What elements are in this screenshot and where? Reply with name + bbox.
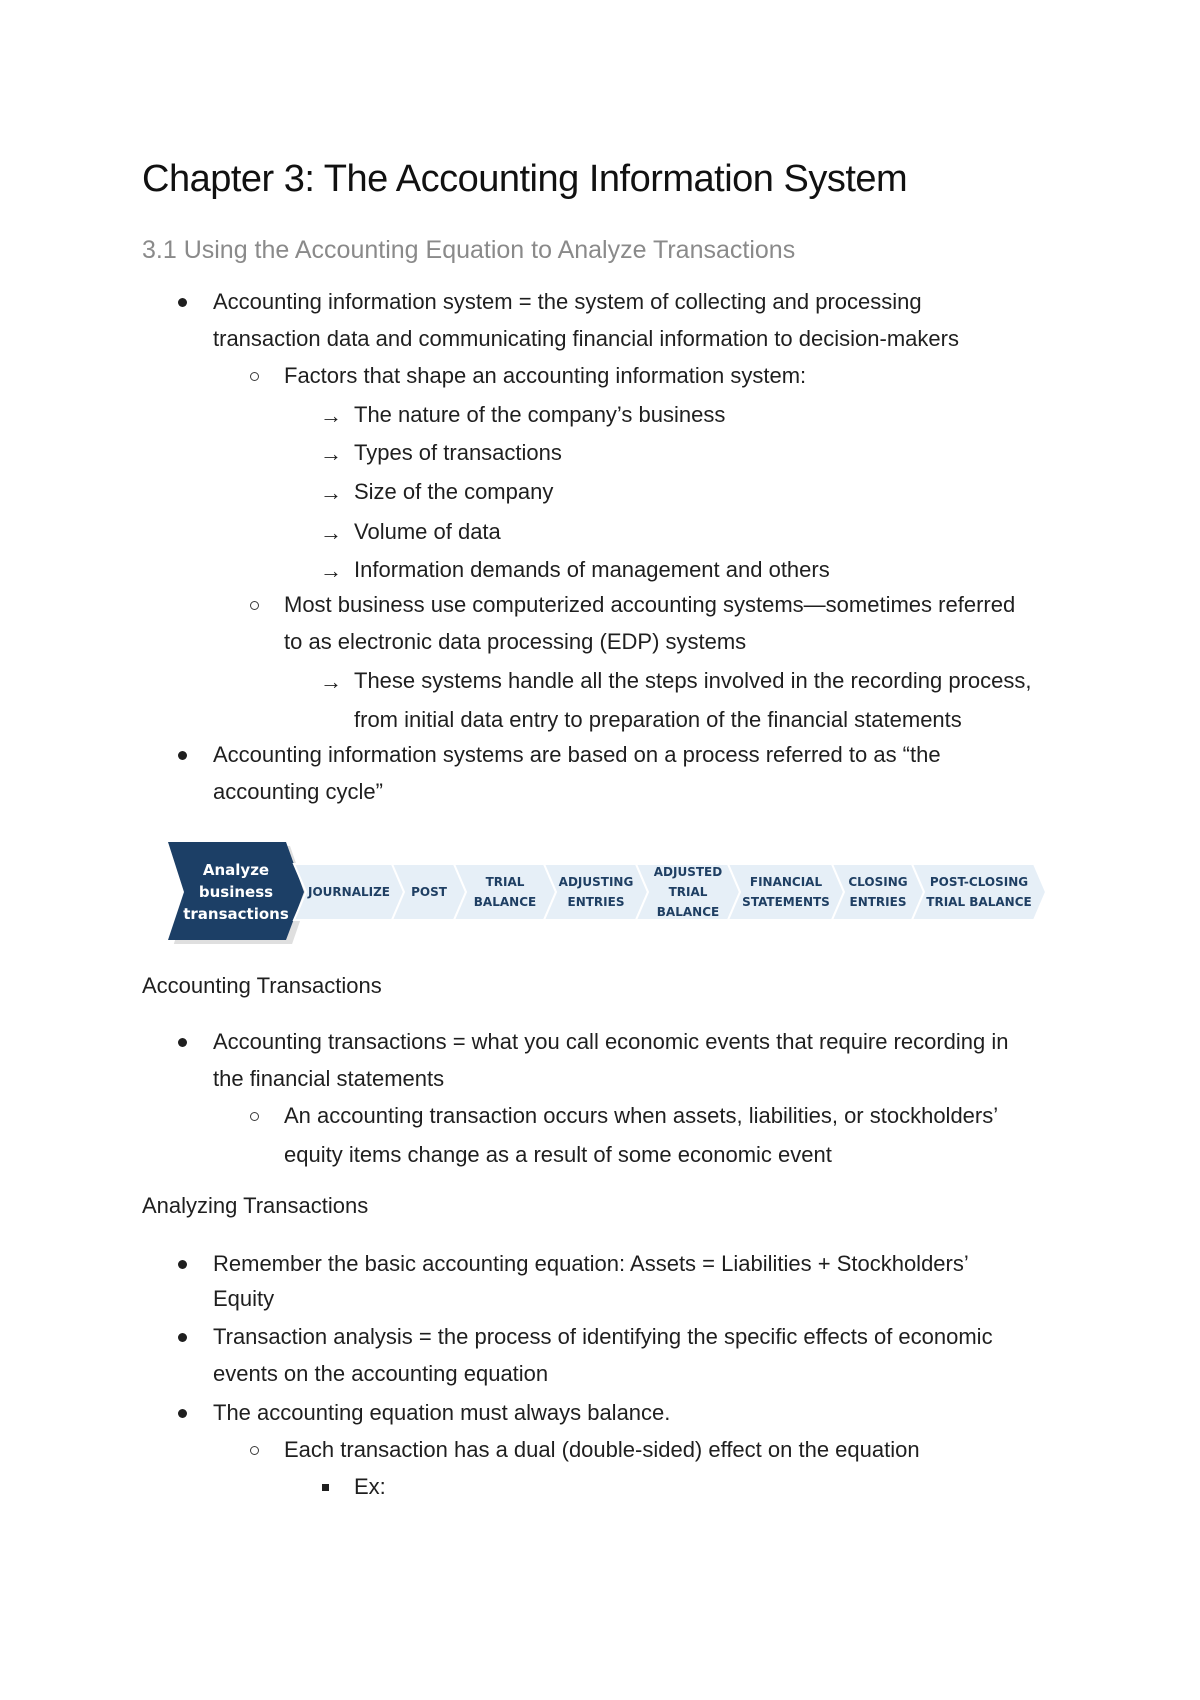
- cycle-step-analyze-label: business: [198, 883, 274, 901]
- cycle-step-label: ENTRIES: [849, 895, 907, 909]
- ais-definition-line-1: Accounting information system = the system of collecting and processing: [213, 289, 922, 314]
- accounting-transactions-heading: Accounting Transactions: [142, 973, 382, 998]
- cycle-step-label: STATEMENTS: [742, 895, 830, 909]
- cycle-step-chevron: [728, 864, 844, 920]
- bullet-circle: [250, 1446, 259, 1455]
- basic-equation-line-2: Equity: [213, 1286, 275, 1311]
- cycle-step-label: POST: [411, 885, 447, 899]
- bullet-dot: [178, 1260, 187, 1269]
- factor-item: Information demands of management and others: [354, 557, 830, 582]
- bullet-circle: [250, 372, 259, 381]
- transactions-definition-line-2: the financial statements: [213, 1066, 445, 1091]
- transaction-occurs-line-1: An accounting transaction occurs when assets, liabilities, or stockholders’: [284, 1103, 999, 1128]
- cycle-step-label: BALANCE: [473, 895, 537, 909]
- cycle-step-label: CLOSING: [848, 875, 908, 889]
- cycle-step-label: TRIAL: [485, 875, 525, 889]
- page-title: Chapter 3: The Accounting Information System: [142, 158, 908, 200]
- factor-item: Types of transactions: [354, 440, 562, 465]
- cycle-step-label: TRIAL BALANCE: [926, 895, 1032, 909]
- basic-equation-line-1: Remember the basic accounting equation: Assets = Liabilities + Stockholders’: [213, 1251, 969, 1276]
- factor-item: Size of the company: [354, 479, 554, 504]
- cycle-step-chevron: [454, 864, 556, 920]
- bullet-circle: [250, 1112, 259, 1121]
- cycle-step-analyze-label: transactions: [183, 905, 289, 923]
- analyzing-transactions-heading: Analyzing Transactions: [142, 1193, 369, 1218]
- cycle-step-chevron: [912, 864, 1046, 920]
- computerized-systems-line-1: Most business use computerized accounting systems—sometimes referred: [284, 592, 1016, 617]
- cycle-step-chevron: [832, 864, 924, 920]
- cycle-step-label: TRIAL: [668, 885, 708, 899]
- edp-detail-line-1: These systems handle all the steps involved in the recording process,: [354, 668, 1032, 693]
- accounting-cycle-diagram: [166, 840, 1056, 944]
- cycle-step-label: ADJUSTED: [653, 865, 723, 879]
- bullet-circle: [250, 601, 259, 610]
- bullet-dot: [178, 751, 187, 760]
- accounting-cycle-line-1: Accounting information systems are based on a process referred to as “the: [213, 742, 941, 767]
- cycle-step-label: JOURNALIZE: [308, 885, 390, 899]
- transactions-definition-line-1: Accounting transactions = what you call economic events that require recording in: [213, 1029, 1009, 1054]
- cycle-step-label: ENTRIES: [567, 895, 625, 909]
- bullet-square: [322, 1484, 329, 1491]
- transaction-occurs-line-2: equity items change as a result of some economic event: [284, 1142, 832, 1167]
- cycle-step-label: ADJUSTING: [558, 875, 634, 889]
- cycle-step-label: POST-CLOSING: [929, 875, 1029, 889]
- arrow-icon: →: [320, 441, 342, 466]
- transaction-analysis-line-2: events on the accounting equation: [213, 1361, 549, 1386]
- arrow-icon: →: [320, 669, 342, 694]
- factor-item: The nature of the company’s business: [354, 402, 726, 427]
- cycle-step-label: BALANCE: [656, 905, 720, 919]
- accounting-cycle-line-2: accounting cycle”: [213, 779, 383, 804]
- edp-detail-line-2: from initial data entry to preparation of the financial statements: [354, 707, 962, 732]
- factors-intro: Factors that shape an accounting information system:: [284, 363, 807, 388]
- arrow-icon: →: [320, 480, 342, 505]
- factor-item: Volume of data: [354, 519, 501, 544]
- section-title: 3.1 Using the Accounting Equation to Analyze Transactions: [142, 236, 796, 264]
- cycle-step-analyze-label: Analyze: [202, 861, 270, 879]
- cycle-step-label: FINANCIAL: [749, 875, 823, 889]
- bullet-dot: [178, 298, 187, 307]
- computerized-systems-line-2: to as electronic data processing (EDP) systems: [284, 629, 747, 654]
- bullet-dot: [178, 1038, 187, 1047]
- transaction-analysis-line-1: Transaction analysis = the process of identifying the specific effects of economic: [213, 1324, 993, 1349]
- bullet-dot: [178, 1409, 187, 1418]
- arrow-icon: →: [320, 520, 342, 545]
- dual-effect: Each transaction has a dual (double-sided) effect on the equation: [284, 1437, 920, 1462]
- accounting-cycle-svg: [166, 840, 1056, 944]
- cycle-step-chevron: [544, 864, 648, 920]
- ais-definition-line-2: transaction data and communicating financial information to decision-makers: [213, 326, 959, 351]
- arrow-icon: →: [320, 403, 342, 428]
- example-label: Ex:: [354, 1474, 386, 1499]
- equation-balance: The accounting equation must always balance.: [213, 1400, 671, 1425]
- arrow-icon: →: [320, 558, 342, 583]
- bullet-dot: [178, 1333, 187, 1342]
